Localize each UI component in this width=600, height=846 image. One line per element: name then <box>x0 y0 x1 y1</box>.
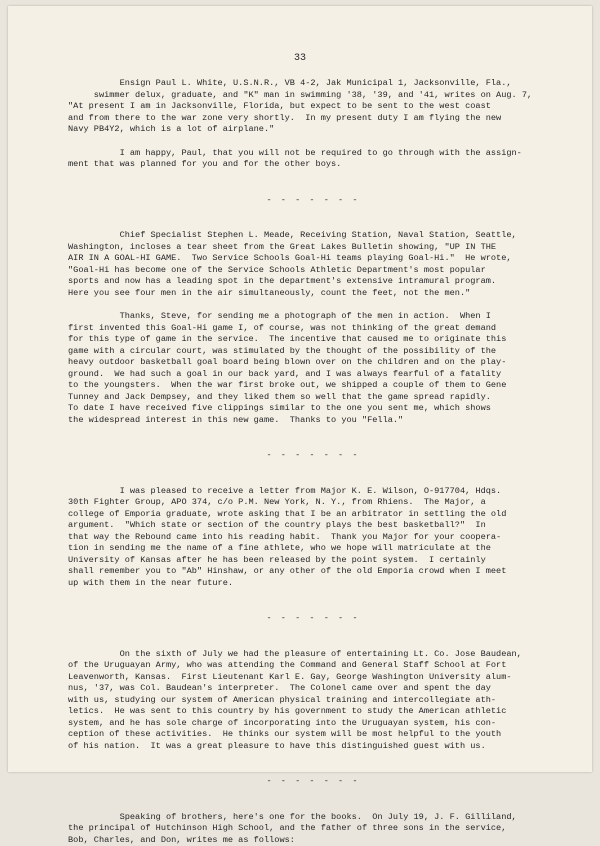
text-line: Bob, Charles, and Don, writes me as follows: <box>68 835 588 846</box>
spacer <box>68 299 588 311</box>
paragraph-6 <box>68 649 588 753</box>
spacer <box>68 206 588 230</box>
text-line: ception of these activities. He thinks our system will be most helpful to the youth <box>68 729 588 741</box>
spacer <box>68 589 588 613</box>
text-line: University of Kansas after he has been released by the point system. I certainly <box>68 555 588 567</box>
paragraph-1 <box>68 78 588 136</box>
text-line: game with a circular court, was stimulated by the thought of the possibility of the <box>68 346 588 358</box>
paragraph-3 <box>68 230 588 299</box>
spacer <box>68 462 588 486</box>
document-page <box>8 6 592 772</box>
text-line: to the youngsters. When the war first broke out, we shipped a couple of them to Gene <box>68 380 588 392</box>
spacer <box>68 625 588 649</box>
text-line: Chief Specialist Stephen L. Meade, Receiving Station, Naval Station, Seattle, <box>68 230 588 242</box>
text-line: On the sixth of July we had the pleasure of entertaining Lt. Co. Jose Baudean, <box>68 649 588 661</box>
text-line: that way the Rebound came into his reading habit. Thank you Major for your coopera- <box>68 532 588 544</box>
text-line: system, and he has sole charge of incorporating into the Uruguayan system, his con- <box>68 718 588 730</box>
text-line: "At present I am in Jacksonville, Florida, but expect to be sent to the west coast <box>68 101 588 113</box>
text-line: AIR IN A GOAL-HI GAME. Two Service Schools Goal-Hi teams playing Goal-Hi." He wrote, <box>68 253 588 265</box>
spacer <box>68 426 588 450</box>
text-line: Ensign Paul L. White, U.S.N.R., VB 4-2, Jak Municipal 1, Jacksonville, Fla., <box>68 78 588 90</box>
section-separator-2: - - - - - - - <box>68 450 588 462</box>
document-body <box>68 78 588 846</box>
text-line: Here you see four men in the air simultaneously, count the feet, not the men." <box>68 288 588 300</box>
text-line: for this type of game in the service. The incentive that caused me to originate this <box>68 334 588 346</box>
text-line: first invented this Goal-Hi game I, of course, was not thinking of the great demand <box>68 323 588 335</box>
text-line: with us, studying our system of American physical training and intercollegiate ath- <box>68 695 588 707</box>
spacer <box>68 752 588 776</box>
paragraph-7 <box>68 812 588 846</box>
page-number: 33 <box>8 53 592 64</box>
text-line: college of Emporia graduate, wrote asking that I be an arbitrator in settling the old <box>68 509 588 521</box>
text-line: up with them in the near future. <box>68 578 588 590</box>
text-line: swimmer delux, graduate, and "K" man in swimming '38, '39, and '41, writes on Aug. 7, <box>68 90 588 102</box>
text-line: To date I have received five clippings similar to the one you sent me, which shows <box>68 403 588 415</box>
text-line: Navy PB4Y2, which is a lot of airplane." <box>68 124 588 136</box>
text-line: ment that was planned for you and for the other boys. <box>68 159 588 171</box>
text-line: tion in sending me the name of a fine athlete, who we hope will matriculate at the <box>68 543 588 555</box>
paragraph-4 <box>68 311 588 426</box>
text-line: I was pleased to receive a letter from Major K. E. Wilson, O-917704, Hdqs. <box>68 486 588 498</box>
text-line: sports and now has a leading spot in the department's extensive intramural program. <box>68 276 588 288</box>
paragraph-5 <box>68 486 588 590</box>
text-line: letics. He was sent to this country by his government to study the American athletic <box>68 706 588 718</box>
text-line: Tunney and Jack Dempsey, and they liked them so well that the game spread rapidly. <box>68 392 588 404</box>
spacer <box>68 171 588 195</box>
text-line: shall remember you to "Ab" Hinshaw, or any other of the old Emporia crowd when I meet <box>68 566 588 578</box>
text-line: heavy outdoor basketball goal board being blown over on the children and on the play- <box>68 357 588 369</box>
text-line: nus, '37, was Col. Baudean's interpreter. The Colonel came over and spent the day <box>68 683 588 695</box>
text-line: Leavenworth, Kansas. First Lieutenant Karl E. Gay, George Washington University alum- <box>68 672 588 684</box>
text-line: 30th Fighter Group, APO 374, c/o P.M. New York, N. Y., from Rhiens. The Major, a <box>68 497 588 509</box>
text-line: Speaking of brothers, here's one for the books. On July 19, J. F. Gilliland, <box>68 812 588 824</box>
text-line: of the Uruguayan Army, who was attending the Command and General Staff School at Fort <box>68 660 588 672</box>
section-separator-3: - - - - - - - <box>68 613 588 625</box>
text-line: argument. "Which state or section of the country plays the best basketball?" In <box>68 520 588 532</box>
text-line: the principal of Hutchinson High School, and the father of three sons in the service, <box>68 823 588 835</box>
text-line: I am happy, Paul, that you will not be required to go through with the assign- <box>68 148 588 160</box>
text-line: Washington, incloses a tear sheet from the Great Lakes Bulletin showing, "UP IN THE <box>68 242 588 254</box>
spacer <box>68 788 588 812</box>
text-line: ground. We had such a goal in our back yard, and I was always fearful of a fatality <box>68 369 588 381</box>
section-separator-1: - - - - - - - <box>68 195 588 207</box>
section-separator-4: - - - - - - - <box>68 776 588 788</box>
text-line: Thanks, Steve, for sending me a photograph of the men in action. When I <box>68 311 588 323</box>
text-line: the widespread interest in this new game. Thanks to you "Fella." <box>68 415 588 427</box>
paragraph-2 <box>68 148 588 171</box>
text-line: of his nation. It was a great pleasure to have this distinguished guest with us. <box>68 741 588 753</box>
spacer <box>68 136 588 148</box>
text-line: "Goal-Hi has become one of the Service Schools Athletic Department's most popular <box>68 265 588 277</box>
text-line: and from there to the war zone very shortly. In my present duty I am flying the new <box>68 113 588 125</box>
